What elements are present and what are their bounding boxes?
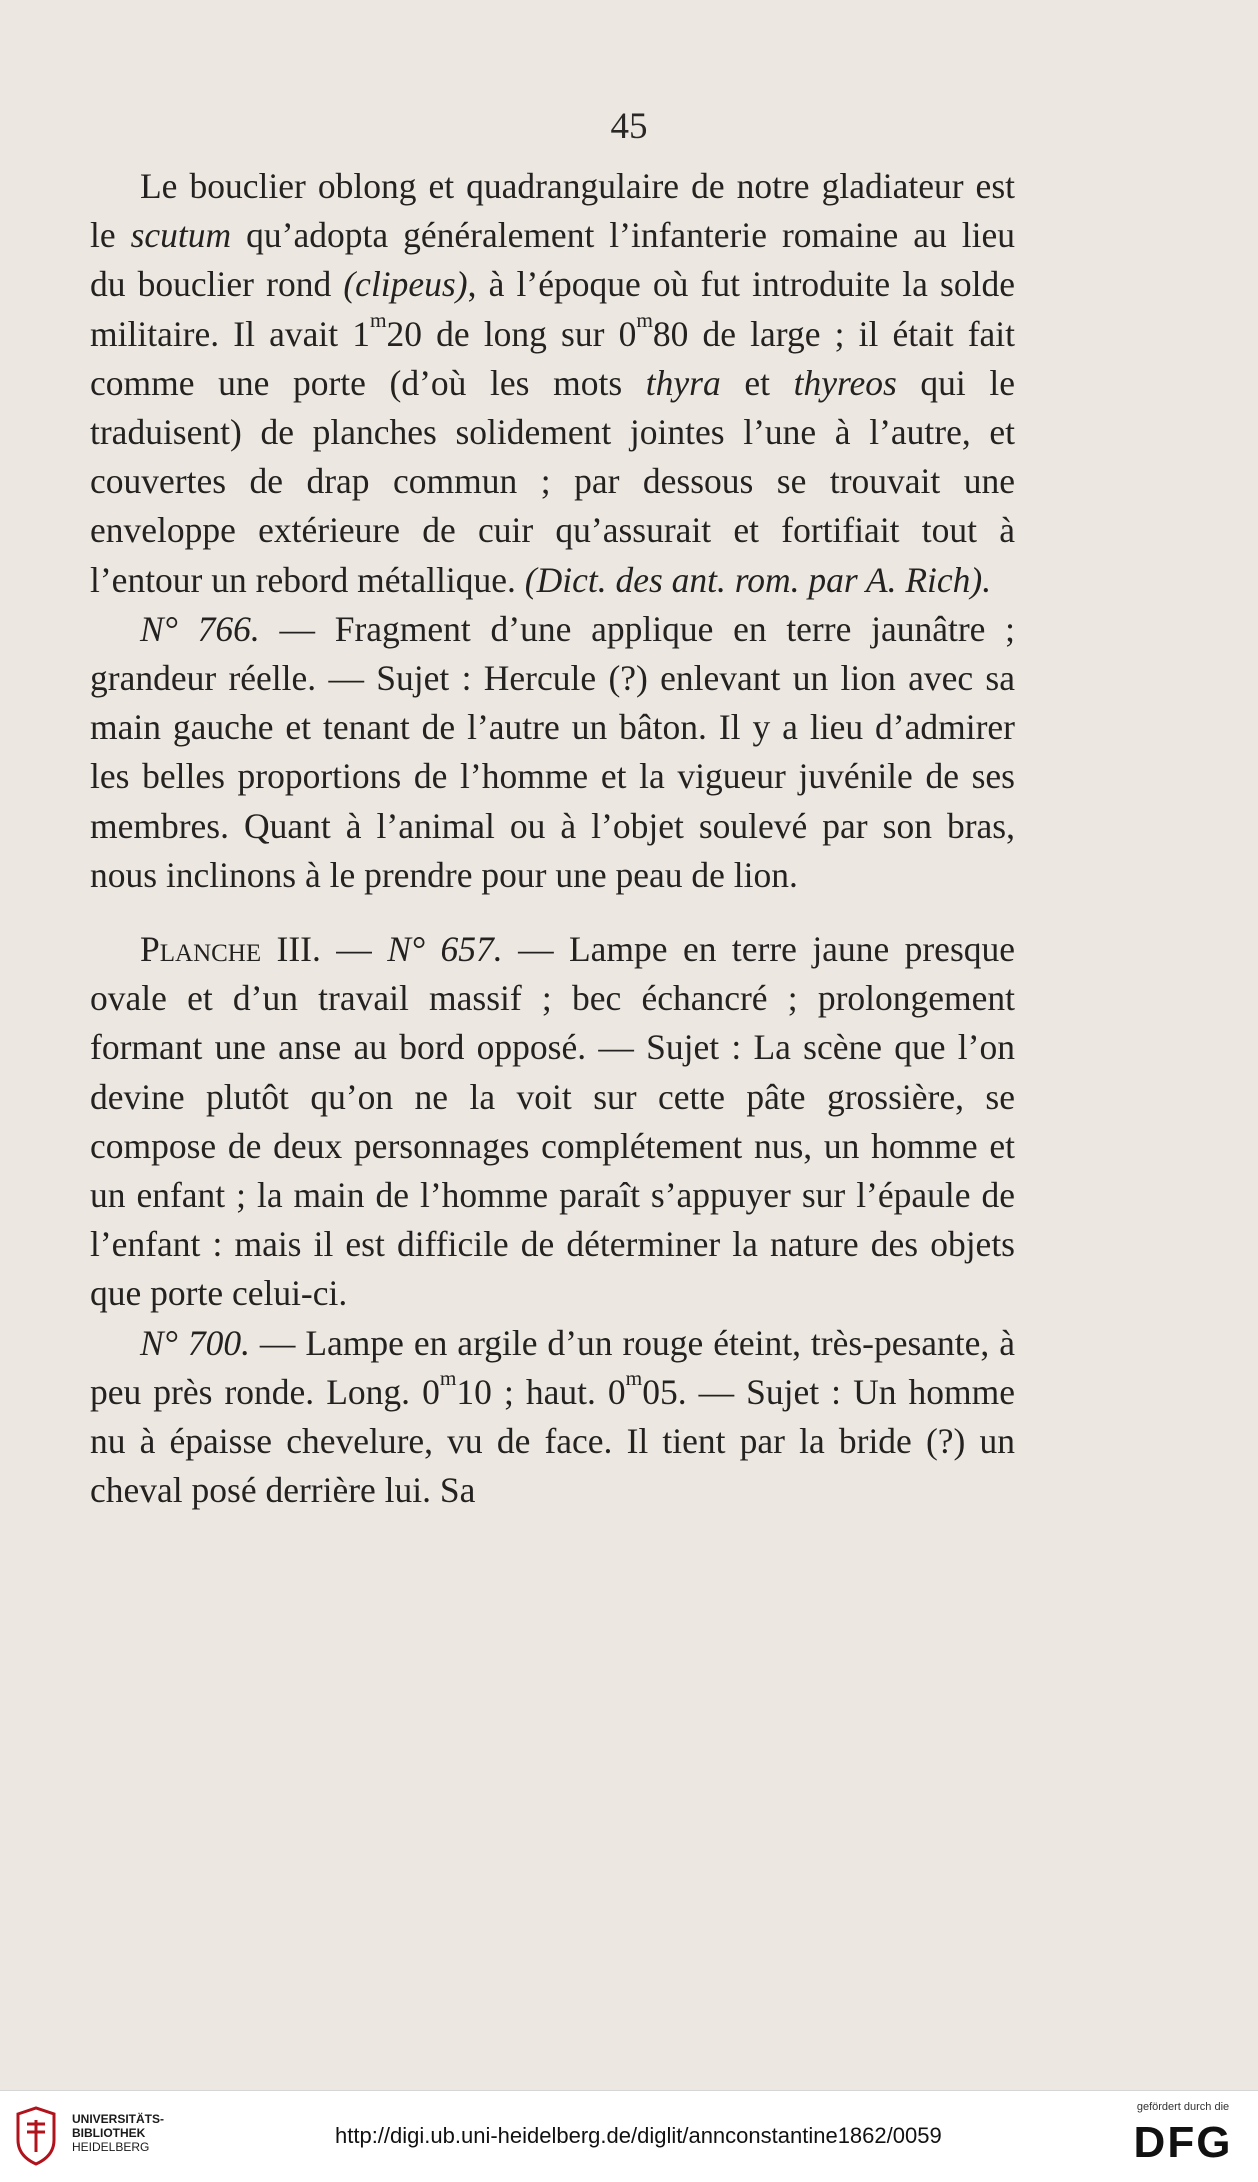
page-number: 45 <box>610 106 648 147</box>
paragraph-no-766: N° 766. — Fragment d’une applique en terre jaunâtre ; grandeur réelle. — Sujet : Hercule (?) enlevant un lion avec sa main gauche et tenant de l’autre un bâton. Il y a lieu d’admirer les belles proportions de l’homme et la vigueur juvénile de ses membres. Quant à l’animal ou à l’objet soulevé par son bras, nous inclinons à le prendre pour une peau de lion. <box>90 608 1015 895</box>
funder-note: gefördert durch die <box>1136 2101 1230 2113</box>
paragraph-no-700: N° 700. — Lampe en argile d’un rouge éteint, très-pesante, à peu près ronde. Long. 0$^m$10 ; haut. 0$^m$05. — Sujet : Un homme nu à épaisse chevelure, vu de face. Il tient par la bride (?) un cheval posé derrière lui. Sa <box>90 1322 1015 1511</box>
body-text <box>90 162 1015 1515</box>
paragraph-scutum: Le bouclier oblong et quadrangulaire de notre gladiateur est le scutum qu’adopta généralement l’infanterie romaine au lieu du bouclier rond (clipeus), à l’époque où fut introduite la solde militaire. Il avait 1$^m$20 de long sur 0$^m$80 de large ; il était fait comme une porte (d’où les mots thyra et thyreos qui le traduisent) de planches solidement jointes l’une à l’autre, et couvertes de drap commun ; par dessous se trouvait une enveloppe extérieure de cuir qu’assurait et fortifiait tout à l’entour un rebord métallique. (Dict. des ant. rom. par A. Rich). <box>90 166 1016 600</box>
university-seal-icon <box>12 2106 60 2166</box>
library-name: UNIVERSITÄTS- BIBLIOTHEK HEIDELBERG <box>72 2112 165 2154</box>
source-url-link[interactable]: http://digi.ub.uni-heidelberg.de/diglit/annconstantine1862/0059 <box>335 2123 942 2148</box>
paragraph-planche-iii: Planche III. — N° 657. — Lampe en terre jaune presque ovale et d’un travail massif ; bec échancré ; prolongement formant une anse au bord opposé. — Sujet : La scène que l’on devine plutôt qu’on ne la voit sur cette pâte grossière, se compose de deux personnages complétement nus, un homme et un enfant ; la main de l’homme paraît s’appuyer sur l’épaule de l’enfant : mais il est difficile de déterminer la nature des objets que porte celui-ci. <box>90 929 1016 1314</box>
dfg-logo: DFG <box>1133 2118 1233 2167</box>
